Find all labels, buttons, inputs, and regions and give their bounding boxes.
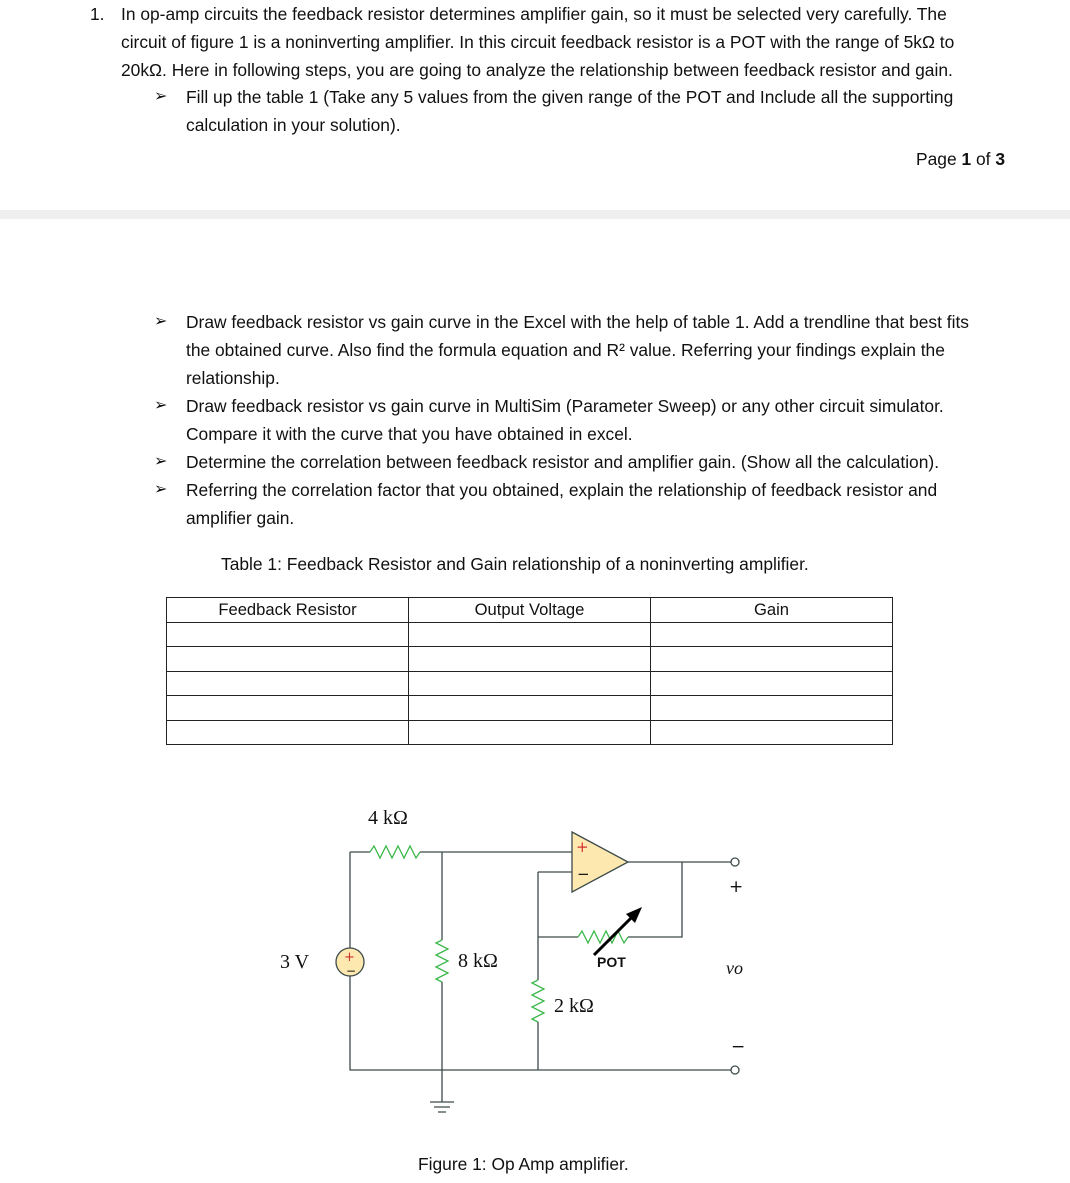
question-line: circuit of figure 1 is a noninverting amplifier. In this circuit feedback resistor is a POT with the range of 5kΩ to (121, 32, 955, 52)
table-cell (651, 671, 893, 696)
bullet-line: Referring the correlation factor that you obtained, explain the relationship of feedback resistor and (186, 480, 938, 500)
page-current: 1 (961, 149, 972, 169)
opamp-plus-label: + (576, 838, 589, 856)
arrow-bullet-icon: ➢ (154, 313, 168, 330)
data-table (166, 597, 893, 745)
table-cell (651, 720, 893, 745)
resistor-8k (436, 940, 448, 982)
bullet-item (186, 308, 1006, 392)
page-total: 3 (995, 149, 1005, 169)
table-cell (651, 647, 893, 672)
ground-symbol (430, 1102, 454, 1112)
bullet-line: Determine the correlation between feedback resistor and amplifier gain. (Show all the calculation). (186, 452, 940, 472)
page-mid: of (971, 149, 996, 169)
bullet-item (186, 476, 1006, 532)
label-pot: POT (597, 954, 626, 970)
table-cell (409, 647, 651, 672)
pot-arrow-shaft (594, 913, 636, 955)
table-header-row (167, 598, 893, 623)
question-number: 1. (90, 4, 105, 24)
output-terminal-bottom (731, 1066, 739, 1074)
bullet-line: calculation in your solution). (186, 115, 401, 135)
table-cell (167, 647, 409, 672)
question-text (121, 0, 1011, 84)
arrow-bullet-icon: ➢ (154, 481, 168, 498)
bullet-item (186, 392, 1006, 448)
arrow-bullet-icon: ➢ (154, 88, 168, 105)
table-cell (409, 622, 651, 647)
opamp-minus-label: − (577, 865, 590, 883)
bullet-line: Compare it with the curve that you have obtained in excel. (186, 424, 633, 444)
question-line: 20kΩ. Here in following steps, you are going to analyze the relationship between feedback resistor and gain. (121, 60, 953, 80)
column-header: Feedback Resistor (167, 598, 409, 623)
output-voltage-label: vo (726, 958, 743, 978)
output-terminal-top (731, 858, 739, 866)
table-cell (409, 696, 651, 721)
bullet-item (186, 448, 1006, 476)
table-cell (167, 671, 409, 696)
circuit-diagram (260, 790, 780, 1130)
page-prefix: Page (916, 149, 962, 169)
table-row (167, 647, 893, 672)
table-row (167, 720, 893, 745)
table-row (167, 671, 893, 696)
bullet-line: Fill up the table 1 (Take any 5 values from the given range of the POT and Include all the supporting (186, 87, 954, 107)
wire (350, 976, 442, 1070)
resistor-pot (578, 931, 628, 943)
resistor-4k (370, 846, 420, 858)
table-row (167, 622, 893, 647)
column-header: Gain (651, 598, 893, 623)
wire (628, 862, 682, 937)
arrow-bullet-icon: ➢ (154, 397, 168, 414)
table-cell (409, 720, 651, 745)
source-plus-label: + (344, 950, 355, 965)
output-plus-label: + (729, 877, 744, 897)
table-cell (651, 696, 893, 721)
label-2k: 2 kΩ (554, 995, 594, 1017)
table-cell (167, 720, 409, 745)
table-cell (409, 671, 651, 696)
output-minus-label: − (731, 1037, 746, 1057)
figure-caption: Figure 1: Op Amp amplifier. (418, 1154, 629, 1174)
table-cell (651, 622, 893, 647)
page-number (916, 145, 1005, 173)
table-cell (167, 622, 409, 647)
label-3v: 3 V (280, 951, 310, 973)
table-cell (167, 696, 409, 721)
source-minus-label: − (346, 964, 357, 978)
label-8k: 8 kΩ (458, 950, 498, 972)
arrow-bullet-icon: ➢ (154, 453, 168, 470)
bullet-line: the obtained curve. Also find the formula equation and R² value. Referring your findings explain the (186, 340, 945, 360)
bullet-line: Draw feedback resistor vs gain curve in the Excel with the help of table 1. Add a trendline that best fits (186, 312, 970, 332)
bullet-line: amplifier gain. (186, 508, 295, 528)
bullet-item (186, 83, 1006, 139)
bullet-line: Draw feedback resistor vs gain curve in MultiSim (Parameter Sweep) or any other circuit simulator. (186, 396, 944, 416)
table-title: Table 1: Feedback Resistor and Gain relationship of a noninverting amplifier. (221, 554, 809, 574)
label-4k: 4 kΩ (368, 807, 408, 829)
page-break (0, 210, 1070, 219)
resistor-2k (532, 980, 544, 1022)
table-row (167, 696, 893, 721)
column-header: Output Voltage (409, 598, 651, 623)
question-line: In op-amp circuits the feedback resistor determines amplifier gain, so it must be selected very carefully. The (121, 4, 947, 24)
bullet-line: relationship. (186, 368, 280, 388)
